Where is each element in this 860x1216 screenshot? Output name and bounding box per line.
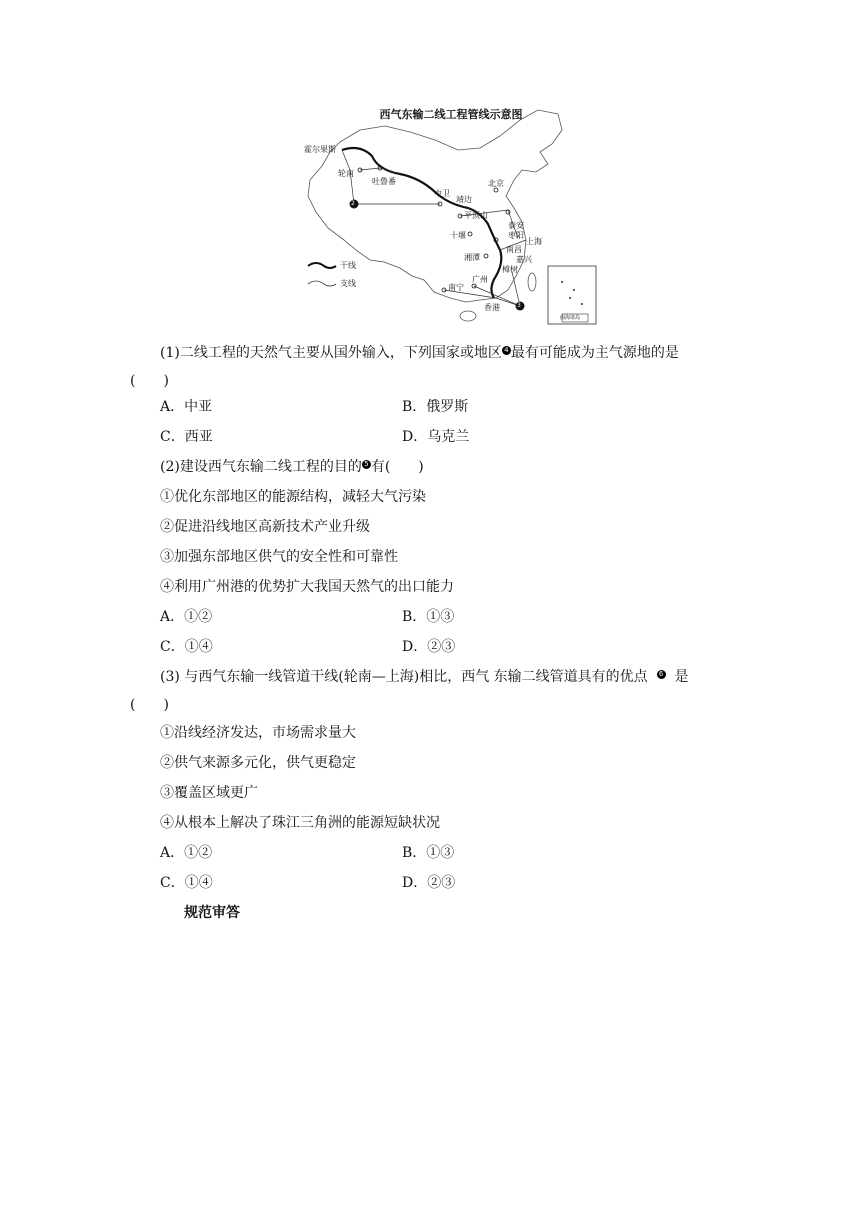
q3-stem: (3) 与西气东输一线管道干线(轮南—上海)相比，西气 东输二线管道具有的优点 6 是 (160, 669, 689, 685)
q3-option-a[interactable]: A．①② (160, 845, 213, 861)
label-nanning: 南宁 (448, 283, 464, 292)
label-taian: 泰安 (508, 221, 524, 230)
q3-bracket: ( ) (130, 697, 169, 713)
legend-branch-label: 支线 (340, 279, 356, 288)
label-xianggang: 香港 (484, 303, 500, 312)
q3-option-b[interactable]: B．①③ (402, 845, 455, 861)
label-lunnan: 轮南 (338, 169, 354, 178)
q3-option-c[interactable]: C．①④ (160, 875, 213, 891)
label-zhongwei: 中卫 (434, 189, 450, 198)
q1-stem: (1)二线工程的天然气主要从国外输入，下列国家或地区 4 最有可能成为主气源地的是 (160, 345, 679, 361)
q1-option-c[interactable]: C．西亚 (160, 429, 213, 445)
q2-mark: 5 (362, 460, 371, 469)
q2-option-a[interactable]: A．①② (160, 609, 213, 625)
china-outline (308, 110, 562, 302)
label-zhangshu: 樟树 (502, 265, 518, 274)
label-nanchang: 南昌 (506, 245, 522, 254)
q1-bracket: ( ) (130, 373, 169, 389)
map-graphic (300, 100, 602, 328)
label-beijing: 北京 (488, 179, 504, 188)
q2-option-b[interactable]: B．①③ (402, 609, 455, 625)
q3-item-2: ②供气来源多元化，供气更稳定 (160, 755, 356, 771)
label-guangzhou: 广州 (472, 275, 488, 284)
q2-item-3: ③加强东部地区供气的安全性和可靠性 (160, 549, 398, 565)
pipeline-map (300, 100, 602, 328)
q3-item-3: ③覆盖区域更广 (160, 785, 258, 801)
q3-mark: 6 (657, 670, 666, 679)
q2-stem: (2)建设西气东输二线工程的目的 5 有( ) (160, 459, 424, 475)
q1-option-b[interactable]: B．俄罗斯 (402, 399, 469, 415)
q3-item-4: ④从根本上解决了珠江三角洲的能源短缺状况 (160, 815, 440, 831)
q1-option-d[interactable]: D．乌克兰 (402, 429, 470, 445)
label-shiyan: 十堰 (450, 231, 466, 240)
q3-option-d[interactable]: D．②③ (402, 875, 456, 891)
label-pingdingshan: 平顶山 (464, 211, 488, 220)
q1-option-a[interactable]: A．中亚 (160, 399, 213, 415)
label-tulufan: 吐鲁番 (372, 177, 396, 186)
marker-2-label: 2 (351, 200, 355, 207)
label-huoerguosi: 霍尔果斯 (304, 145, 336, 154)
label-xiangtan: 湘潭 (464, 253, 480, 262)
q2-option-c[interactable]: C．①④ (160, 639, 213, 655)
hainan-island (460, 311, 476, 321)
label-zaoyang: 枣阳 (508, 231, 524, 240)
q3-item-1: ①沿线经济发达，市场需求量大 (160, 725, 356, 741)
legend-branch-line (308, 281, 336, 286)
section-heading: 规范审答 (184, 905, 240, 921)
taiwan-island (528, 273, 536, 291)
label-jingbian: 靖边 (456, 195, 472, 204)
label-jiaxing: 嘉兴 (516, 255, 532, 264)
label-shanghai: 上海 (526, 237, 542, 246)
q1-mark: 4 (502, 346, 511, 355)
marker-3-label: 3 (517, 302, 521, 309)
map-title: 西气东输二线工程管线示意图 (379, 108, 523, 121)
q2-item-4: ④利用广州港的优势扩大我国天然气的出口能力 (160, 579, 454, 595)
legend-main-label: 干线 (340, 261, 356, 270)
label-inset: 南海诸岛 (560, 315, 581, 321)
q2-item-1: ①优化东部地区的能源结构，减轻大气污染 (160, 489, 426, 505)
q2-option-d[interactable]: D．②③ (402, 639, 456, 655)
legend-main-line (308, 263, 336, 268)
q2-item-2: ②促进沿线地区高新技术产业升级 (160, 519, 370, 535)
